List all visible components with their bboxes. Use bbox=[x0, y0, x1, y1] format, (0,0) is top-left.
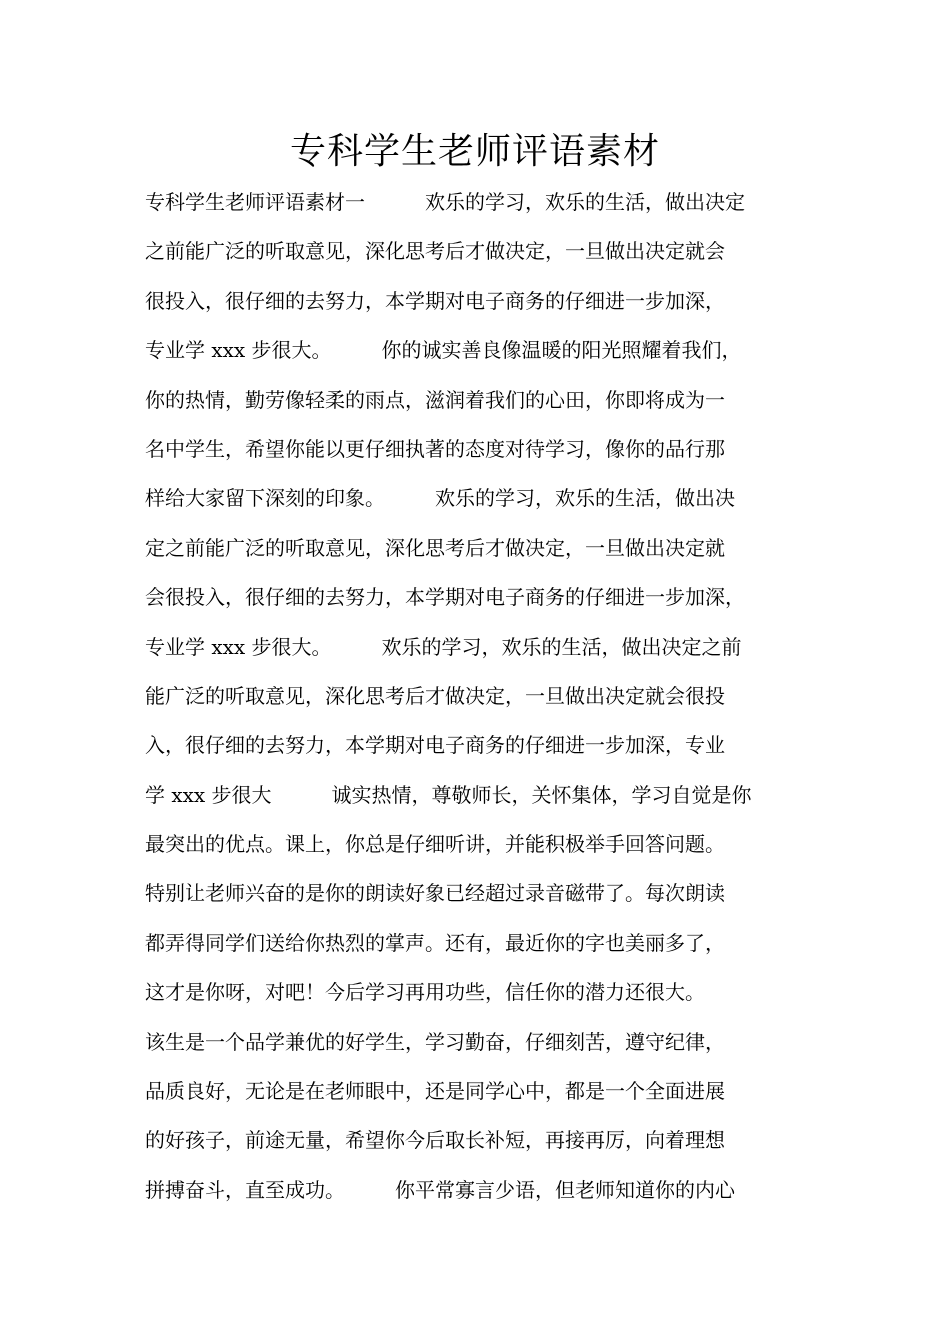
body-line: 该生是一个品学兼优的好学生，学习勤奋，仔细刻苦，遵守纪律， bbox=[145, 1029, 725, 1054]
body-line: 能广泛的听取意见，深化思考后才做决定，一旦做出决定就会很投 bbox=[145, 683, 725, 708]
body-line: 样给大家留下深刻的印象。 欢乐的学习，欢乐的生活，做出决 bbox=[145, 486, 735, 511]
body-line: 专科学生老师评语素材一 欢乐的学习，欢乐的生活，做出决定 bbox=[145, 190, 745, 214]
body-line: 这才是你呀，对吧！今后学习再用功些，信任你的潜力还很大。 bbox=[145, 980, 705, 1005]
body-line: 专业学 xxx 步很大。 你的诚实善良像温暖的阳光照耀着我们， bbox=[145, 338, 742, 363]
body-line: 学 xxx 步很大 诚实热情，尊敬师长，关怀集体，学习自觉是你 bbox=[145, 782, 752, 807]
body-line: 特别让老师兴奋的是你的朗读好象已经超过录音磁带了。每次朗读 bbox=[145, 881, 725, 906]
document-title: 专科学生老师评语素材 bbox=[289, 131, 660, 172]
body-line: 品质良好，无论是在老师眼中，还是同学心中，都是一个全面进展 bbox=[145, 1079, 725, 1104]
body-line: 之前能广泛的听取意见，深化思考后才做决定，一旦做出决定就会 bbox=[145, 239, 725, 264]
body-line: 入，很仔细的去努力，本学期对电子商务的仔细进一步加深，专业 bbox=[145, 733, 725, 758]
body-line: 你的热情，勤劳像轻柔的雨点，滋润着我们的心田，你即将成为一 bbox=[145, 387, 725, 412]
body-line: 名中学生，希望你能以更仔细执著的态度对待学习，像你的品行那 bbox=[145, 436, 725, 461]
body-line: 会很投入，很仔细的去努力，本学期对电子商务的仔细进一步加深， bbox=[145, 585, 745, 610]
body-line: 的好孩子，前途无量，希望你今后取长补短，再接再厉，向着理想 bbox=[145, 1128, 725, 1153]
body-line: 定之前能广泛的听取意见，深化思考后才做决定，一旦做出决定就 bbox=[145, 535, 725, 560]
body-line: 都弄得同学们送给你热烈的掌声。还有，最近你的字也美丽多了， bbox=[145, 930, 725, 955]
body-line: 拼搏奋斗，直至成功。 你平常寡言少语，但老师知道你的内心 bbox=[145, 1177, 735, 1202]
document-body bbox=[145, 178, 825, 1215]
body-line: 很投入，很仔细的去努力，本学期对电子商务的仔细进一步加深， bbox=[145, 288, 725, 313]
body-line: 最突出的优点。课上，你总是仔细听讲，并能积极举手回答问题。 bbox=[145, 832, 725, 857]
body-line: 专业学 xxx 步很大。 欢乐的学习，欢乐的生活，做出决定之前 bbox=[145, 634, 742, 659]
